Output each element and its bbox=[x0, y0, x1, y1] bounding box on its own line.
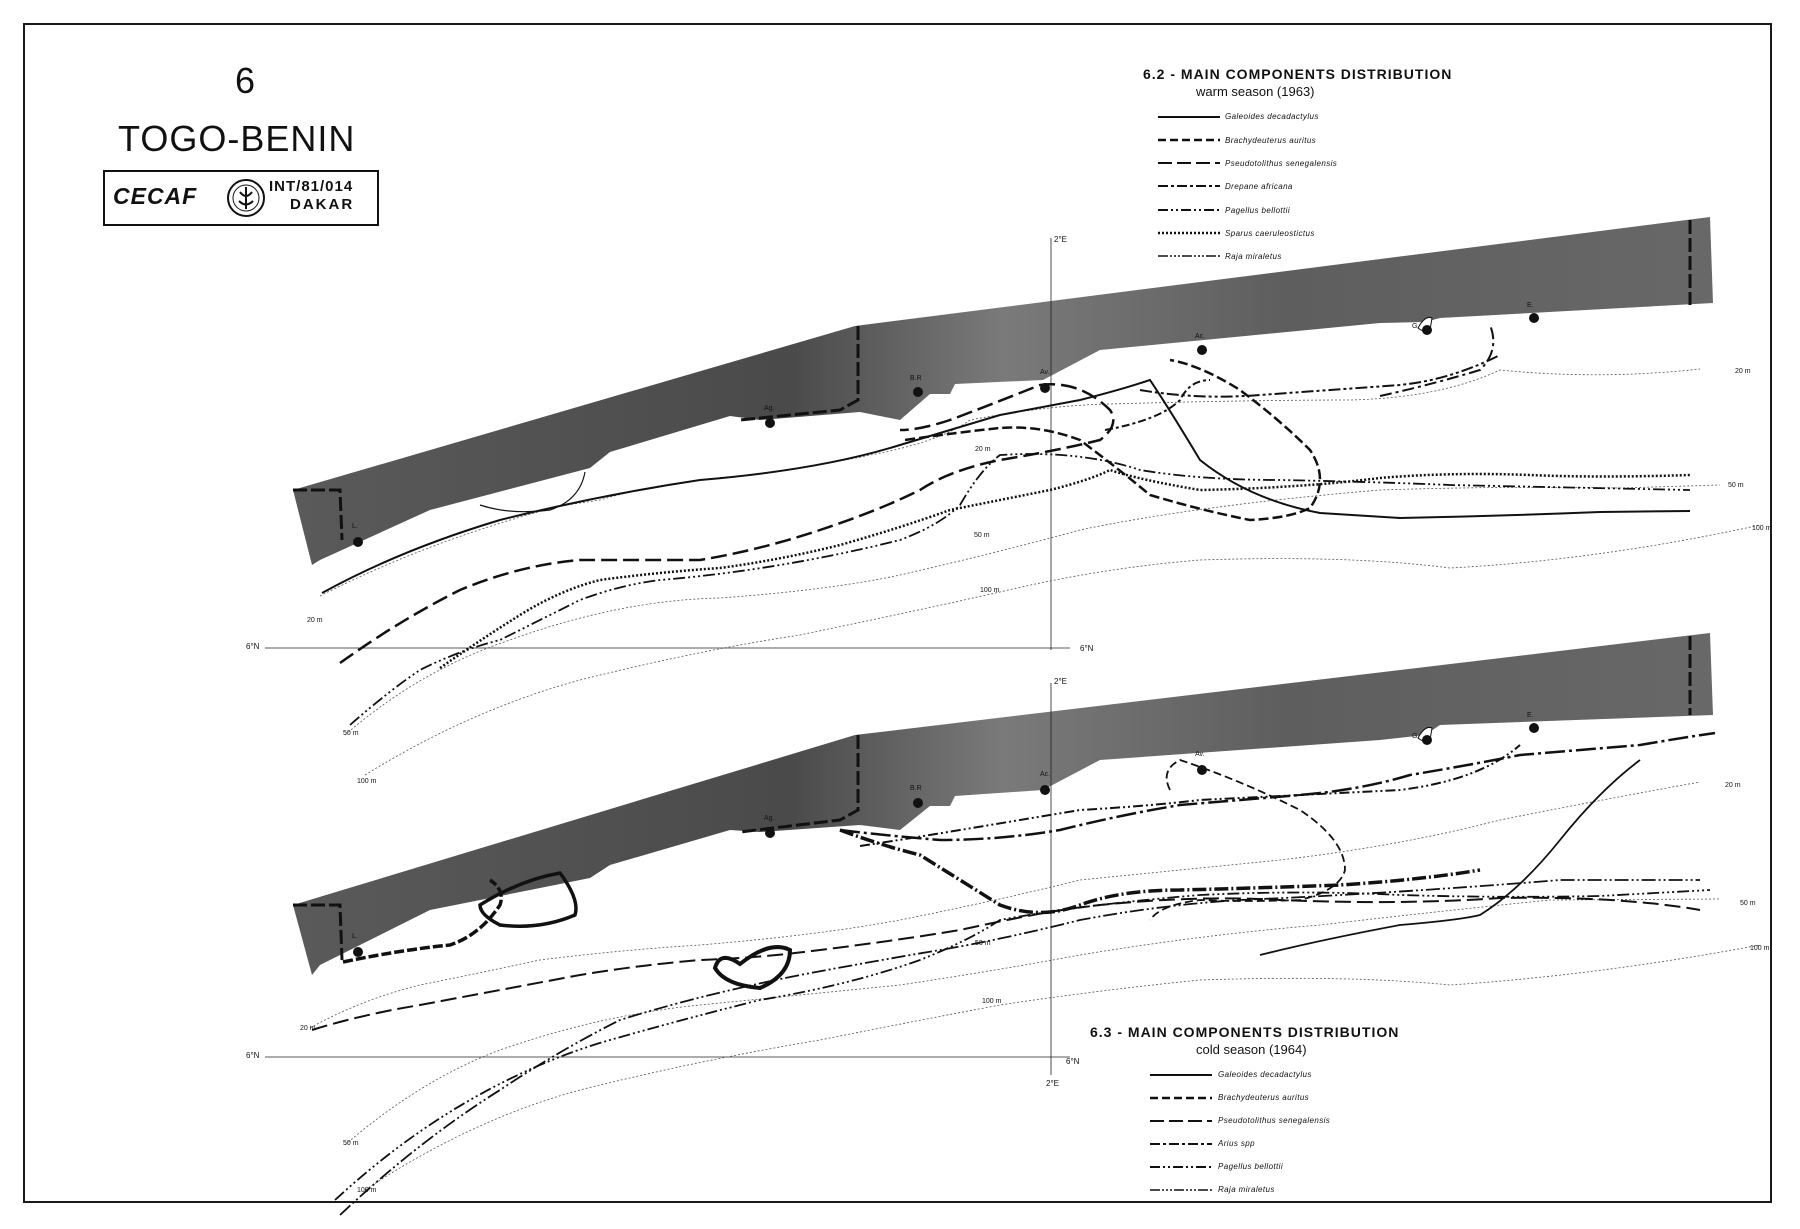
isobath-label: 50 m bbox=[1740, 900, 1756, 907]
town-label: Av. bbox=[1040, 369, 1050, 376]
town-label: Av. bbox=[1195, 751, 1205, 758]
plate-title: TOGO-BENIN bbox=[118, 118, 356, 159]
isobath-label: 100 m bbox=[357, 778, 377, 785]
town-label: Ag. bbox=[764, 815, 775, 822]
warm-legend-item: Pseudotolithus senegalensis bbox=[1225, 159, 1338, 168]
species-line-brachydeuterus bbox=[905, 360, 1320, 520]
cold-legend-item: Raja miraletus bbox=[1218, 1185, 1275, 1194]
species-line-raja bbox=[335, 890, 1710, 1200]
species-line-pagellus bbox=[340, 880, 1700, 1215]
town-label: L. bbox=[352, 933, 358, 940]
town-label: Ag. bbox=[764, 405, 775, 412]
isobath-label: 100 m bbox=[1750, 945, 1770, 952]
isobath-label: 100 m bbox=[357, 1187, 377, 1194]
cold-legend-item: Brachydeuterus auritus bbox=[1218, 1093, 1310, 1102]
cold-legend-item: Pagellus bellottii bbox=[1218, 1162, 1284, 1171]
species-line-pagellus bbox=[1140, 355, 1500, 397]
warm-legend-subtitle: warm season (1963) bbox=[1196, 84, 1315, 99]
warm-legend-item: Brachydeuterus auritus bbox=[1225, 136, 1317, 145]
town-label: E. bbox=[1527, 302, 1534, 309]
town-label: Ac. bbox=[1040, 771, 1051, 778]
cold-legend-title: 6.3 - MAIN COMPONENTS DISTRIBUTION bbox=[1090, 1024, 1400, 1040]
isobath-label: 100 m bbox=[982, 998, 1002, 1005]
parallel-label: 6°N bbox=[246, 642, 260, 651]
warm-legend-item: Pagellus bellottii bbox=[1225, 206, 1291, 215]
cold-legend-swatches bbox=[1150, 1075, 1212, 1190]
town-label: B.R bbox=[910, 785, 922, 792]
town-label: G. bbox=[1412, 323, 1420, 330]
species-line-pseudotolithus bbox=[340, 384, 1113, 663]
parallel-label: 6°N bbox=[1066, 1057, 1080, 1066]
meridian-label: 2°E bbox=[1046, 1079, 1059, 1088]
warm-legend-title: 6.2 - MAIN COMPONENTS DISTRIBUTION bbox=[1143, 66, 1453, 82]
cold-legend-item: Pseudotolithus senegalensis bbox=[1218, 1116, 1331, 1125]
isobath-label: 20 m bbox=[307, 617, 323, 624]
isobath-100m bbox=[365, 945, 1760, 1190]
warm-legend-item: Galeoides decadactylus bbox=[1225, 112, 1319, 121]
isobath-50m bbox=[345, 899, 1720, 1145]
town-label: B.R bbox=[910, 375, 922, 382]
isobath-label: 100 m bbox=[1752, 525, 1772, 532]
meridian-label: 2°E bbox=[1054, 235, 1067, 244]
parallel-label: 6°N bbox=[246, 1051, 260, 1060]
species-line-galeoides bbox=[1260, 760, 1640, 955]
isobath-label: 50 m bbox=[975, 940, 991, 947]
coastal-land bbox=[293, 217, 1713, 565]
logo-name: CECAF bbox=[113, 183, 198, 209]
cold-legend-subtitle: cold season (1964) bbox=[1196, 1042, 1307, 1057]
warm-legend-swatches bbox=[1158, 117, 1220, 256]
cold-season-panel bbox=[246, 633, 1770, 1215]
species-line-sparus bbox=[440, 470, 1690, 668]
isobath-label: 50 m bbox=[343, 1140, 359, 1147]
plate-number: 6 bbox=[234, 60, 256, 101]
warm-legend-item: Raja miraletus bbox=[1225, 252, 1282, 261]
cold-legend-item: Galeoides decadactylus bbox=[1218, 1070, 1312, 1079]
isobath-label: 20 m bbox=[1725, 782, 1741, 789]
parallel-label: 6°N bbox=[1080, 644, 1094, 653]
town-label: G. bbox=[1412, 733, 1420, 740]
isobath-label: 50 m bbox=[974, 532, 990, 539]
town-label: E. bbox=[1527, 712, 1534, 719]
cold-legend-item: Arius spp bbox=[1218, 1139, 1255, 1148]
isobath-label: 20 m bbox=[975, 446, 991, 453]
species-line-drepane bbox=[1380, 325, 1493, 396]
isobath-label: 20 m bbox=[300, 1025, 316, 1032]
isobath-label: 100 m bbox=[980, 587, 1000, 594]
species-line-pagellus bbox=[1105, 380, 1210, 430]
logo-code: INT/81/014 bbox=[269, 178, 354, 195]
isobath-label: 20 m bbox=[1735, 368, 1751, 375]
isobath-label: 50 m bbox=[1728, 482, 1744, 489]
coastal-land bbox=[293, 633, 1713, 975]
isobath-label: 50 m bbox=[343, 730, 359, 737]
species-line-brachydeuterus bbox=[715, 947, 790, 988]
warm-legend-item: Drepane africana bbox=[1225, 182, 1293, 191]
town-label: L. bbox=[352, 523, 358, 530]
town-label: Ac. bbox=[1195, 333, 1206, 340]
meridian-label: 2°E bbox=[1054, 677, 1067, 686]
warm-legend-item: Sparus caeruleostictus bbox=[1225, 229, 1315, 238]
logo-city: DAKAR bbox=[290, 196, 355, 213]
